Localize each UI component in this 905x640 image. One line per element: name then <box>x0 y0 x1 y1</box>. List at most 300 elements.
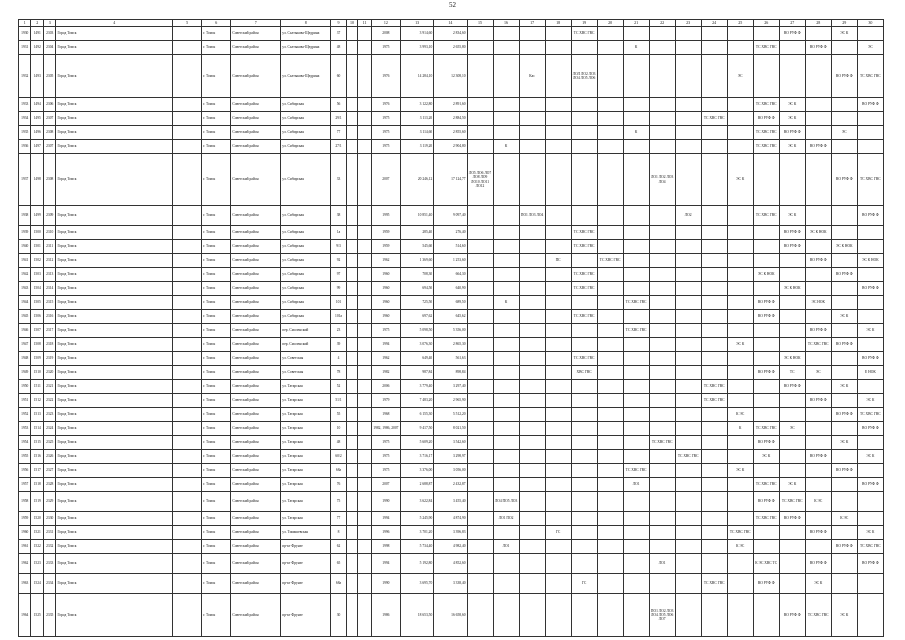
cell-street: ул. Сибирская <box>281 112 331 126</box>
cell-dist: Советский район <box>231 310 281 324</box>
empty-cell <box>173 338 202 352</box>
cell-house: 68а <box>331 464 347 478</box>
code-cell: ВО РУФ Ф <box>753 296 779 310</box>
empty-cell <box>597 540 623 554</box>
cell-city: г. Томск <box>202 55 231 98</box>
code-cell: ВО РУФ Ф <box>805 41 831 55</box>
empty-cell <box>649 394 675 408</box>
column-number: 8 <box>281 20 331 27</box>
cell-house: 55 <box>331 408 347 422</box>
cell-n: 1947 <box>19 338 31 352</box>
cell-dist: Советский район <box>231 41 281 55</box>
empty-cell <box>545 140 571 154</box>
column-number: 15 <box>467 20 493 27</box>
empty-cell <box>346 594 357 637</box>
code-cell: ТС ХВС ГВС <box>571 352 597 366</box>
cell-street: ул. Советская <box>281 366 331 380</box>
cell-house: 78 <box>331 366 347 380</box>
cell-area: 5 609,20 <box>400 436 433 450</box>
empty-cell <box>857 226 883 240</box>
cell-year: 1979 <box>371 394 400 408</box>
empty-cell <box>493 408 519 422</box>
cell-area: 5 098,50 <box>400 324 433 338</box>
cell-name: Город Томск <box>56 380 173 394</box>
cell-n: 1931 <box>19 41 31 55</box>
cell-dist: Советский район <box>231 380 281 394</box>
empty-cell <box>467 450 493 464</box>
empty-cell <box>649 112 675 126</box>
empty-cell <box>346 226 357 240</box>
empty-cell <box>649 478 675 492</box>
code-cell: ЭС К <box>831 436 857 450</box>
column-number: 12 <box>371 20 400 27</box>
code-cell: ВО РУФ Ф <box>805 554 831 574</box>
table-row <box>19 324 884 338</box>
empty-cell <box>346 450 357 464</box>
empty-cell <box>779 408 805 422</box>
cell-street: ул. Сибирская <box>281 226 331 240</box>
empty-cell <box>519 226 545 240</box>
empty-cell <box>545 226 571 240</box>
empty-cell <box>346 366 357 380</box>
table-row <box>19 512 884 526</box>
cell-liv: 16 658,60 <box>434 594 467 637</box>
code-cell: ТС ХВС ГВС <box>753 98 779 112</box>
cell-name: Город Томск <box>56 338 173 352</box>
empty-cell <box>173 126 202 140</box>
cell-i: 1520 <box>31 512 43 526</box>
empty-cell <box>358 478 372 492</box>
column-number: 30 <box>857 20 883 27</box>
code-cell: ВО РУФ Ф <box>805 450 831 464</box>
column-number-row <box>19 20 884 27</box>
empty-cell <box>346 324 357 338</box>
empty-cell <box>649 366 675 380</box>
empty-cell <box>519 394 545 408</box>
code-cell: ВО РУФ Ф <box>857 478 883 492</box>
empty-cell <box>358 282 372 296</box>
empty-cell <box>346 282 357 296</box>
cell-liv: 3 542,60 <box>434 436 467 450</box>
cell-n: 1945 <box>19 310 31 324</box>
cell-year: 1994 <box>371 338 400 352</box>
code-cell: ТС ХВС ГВС <box>701 112 727 126</box>
table-row <box>19 436 884 450</box>
empty-cell <box>649 206 675 226</box>
empty-cell <box>623 526 649 540</box>
empty-cell <box>358 112 372 126</box>
empty-cell <box>571 422 597 436</box>
cell-area: 3 914,60 <box>400 27 433 41</box>
cell-liv: 2 855,60 <box>434 126 467 140</box>
table-row <box>19 268 884 282</box>
empty-cell <box>467 512 493 526</box>
empty-cell <box>727 366 753 380</box>
empty-cell <box>545 338 571 352</box>
cell-i: 1506 <box>31 310 43 324</box>
empty-cell <box>173 240 202 254</box>
cell-liv: 2 432,87 <box>434 478 467 492</box>
cell-name: Город Томск <box>56 366 173 380</box>
empty-cell <box>857 594 883 637</box>
empty-cell <box>571 112 597 126</box>
code-cell: ВО РУФ Ф <box>805 254 831 268</box>
cell-id: 2328 <box>43 478 55 492</box>
table-row <box>19 540 884 554</box>
column-number: 11 <box>358 20 372 27</box>
cell-area: 10 851,40 <box>400 206 433 226</box>
empty-cell <box>597 450 623 464</box>
column-number: 4 <box>56 20 173 27</box>
cell-name: Город Томск <box>56 478 173 492</box>
cell-dist: Советский район <box>231 436 281 450</box>
empty-cell <box>675 154 701 206</box>
empty-cell <box>701 154 727 206</box>
empty-cell <box>701 282 727 296</box>
empty-cell <box>597 240 623 254</box>
empty-cell <box>675 408 701 422</box>
table-row <box>19 98 884 112</box>
cell-city: г. Томск <box>202 464 231 478</box>
cell-street: пр-кт Фрунзе <box>281 554 331 574</box>
empty-cell <box>623 338 649 352</box>
cell-city: г. Томск <box>202 226 231 240</box>
empty-cell <box>346 492 357 512</box>
empty-cell <box>701 450 727 464</box>
empty-cell <box>519 450 545 464</box>
empty-cell <box>649 240 675 254</box>
code-cell: ЭС <box>805 366 831 380</box>
empty-cell <box>545 206 571 226</box>
empty-cell <box>358 226 372 240</box>
empty-cell <box>346 408 357 422</box>
cell-street: ул. Тимашевская <box>281 526 331 540</box>
empty-cell <box>545 512 571 526</box>
empty-cell <box>571 464 597 478</box>
cell-dist: Советский район <box>231 422 281 436</box>
column-number: 6 <box>202 20 231 27</box>
empty-cell <box>519 41 545 55</box>
empty-cell <box>779 41 805 55</box>
empty-cell <box>358 436 372 450</box>
cell-area: 5 192,80 <box>400 554 433 574</box>
cell-house: 4 <box>331 352 347 366</box>
cell-city: г. Томск <box>202 352 231 366</box>
cell-liv: 3 297,40 <box>434 380 467 394</box>
column-number: 16 <box>493 20 519 27</box>
cell-n: 1954 <box>19 436 31 450</box>
empty-cell <box>467 478 493 492</box>
code-cell: ТС ХВС ГВС <box>623 296 649 310</box>
empty-cell <box>571 450 597 464</box>
cell-liv: 2 965,90 <box>434 394 467 408</box>
empty-cell <box>805 478 831 492</box>
cell-street: пер. Смоленский <box>281 338 331 352</box>
empty-cell <box>597 324 623 338</box>
empty-cell <box>753 394 779 408</box>
empty-cell <box>831 574 857 594</box>
empty-cell <box>779 540 805 554</box>
empty-cell <box>519 478 545 492</box>
cell-dist: Советский район <box>231 154 281 206</box>
empty-cell <box>701 540 727 554</box>
empty-cell <box>571 324 597 338</box>
table-row <box>19 394 884 408</box>
empty-cell <box>545 112 571 126</box>
table-row <box>19 478 884 492</box>
empty-cell <box>519 594 545 637</box>
cell-name: Город Томск <box>56 282 173 296</box>
empty-cell <box>571 436 597 450</box>
empty-cell <box>358 352 372 366</box>
cell-house: 60/2 <box>331 450 347 464</box>
empty-cell <box>753 380 779 394</box>
empty-cell <box>358 55 372 98</box>
empty-cell <box>727 27 753 41</box>
empty-cell <box>358 126 372 140</box>
empty-cell <box>545 41 571 55</box>
cell-i: 1513 <box>31 408 43 422</box>
cell-year: 1960 <box>371 268 400 282</box>
code-cell: ЭС К <box>727 338 753 352</box>
cell-name: Город Томск <box>56 450 173 464</box>
empty-cell <box>831 324 857 338</box>
empty-cell <box>805 408 831 422</box>
empty-cell <box>493 206 519 226</box>
empty-cell <box>358 594 372 637</box>
empty-cell <box>493 338 519 352</box>
cell-area: 9 417,50 <box>400 422 433 436</box>
cell-street: ул. Салтыкова-Щедрина <box>281 27 331 41</box>
empty-cell <box>805 352 831 366</box>
empty-cell <box>623 574 649 594</box>
empty-cell <box>623 55 649 98</box>
cell-id: 2305 <box>43 55 55 98</box>
cell-street: ул. Сибирская <box>281 310 331 324</box>
cell-id: 2325 <box>43 436 55 450</box>
empty-cell <box>519 254 545 268</box>
code-cell: ТС ХВС ГВС <box>701 574 727 594</box>
empty-cell <box>358 338 372 352</box>
cell-i: 1510 <box>31 366 43 380</box>
cell-house: 101а <box>331 310 347 324</box>
empty-cell <box>727 450 753 464</box>
cell-house: 9/3 <box>331 240 347 254</box>
empty-cell <box>173 310 202 324</box>
empty-cell <box>358 526 372 540</box>
empty-cell <box>857 240 883 254</box>
cell-dist: Советский район <box>231 526 281 540</box>
empty-cell <box>467 338 493 352</box>
cell-name: Город Томск <box>56 112 173 126</box>
empty-cell <box>467 282 493 296</box>
empty-cell <box>649 450 675 464</box>
empty-cell <box>727 282 753 296</box>
cell-city: г. Томск <box>202 422 231 436</box>
cell-area: 3 122,80 <box>400 98 433 112</box>
empty-cell <box>597 55 623 98</box>
empty-cell <box>545 492 571 512</box>
table-row <box>19 310 884 324</box>
cell-street: ул. Татарская <box>281 450 331 464</box>
code-cell: ВО РУФ Ф <box>753 492 779 512</box>
code-cell: ТС ХВС ГВС <box>571 226 597 240</box>
column-number: 22 <box>649 20 675 27</box>
cell-street: ул. Татарская <box>281 464 331 478</box>
cell-area: 285,40 <box>400 226 433 240</box>
code-cell: ТС ХВС ГВС <box>623 464 649 478</box>
table-row <box>19 206 884 226</box>
empty-cell <box>173 41 202 55</box>
empty-cell <box>571 254 597 268</box>
code-cell: ЭС К <box>753 450 779 464</box>
empty-cell <box>597 310 623 324</box>
cell-liv: 8 021,50 <box>434 422 467 436</box>
column-number: 29 <box>831 20 857 27</box>
cell-i: 1494 <box>31 98 43 112</box>
empty-cell <box>173 27 202 41</box>
empty-cell <box>467 366 493 380</box>
empty-cell <box>467 492 493 512</box>
cell-name: Город Томск <box>56 464 173 478</box>
code-cell: ВО РУФ Ф <box>805 394 831 408</box>
cell-id: 2314 <box>43 282 55 296</box>
empty-cell <box>545 268 571 282</box>
empty-cell <box>545 464 571 478</box>
empty-cell <box>857 296 883 310</box>
cell-i: 1498 <box>31 154 43 206</box>
code-cell: ЛО1 <box>623 478 649 492</box>
empty-cell <box>779 450 805 464</box>
empty-cell <box>649 324 675 338</box>
cell-street: ул. Татарская <box>281 380 331 394</box>
empty-cell <box>493 352 519 366</box>
code-cell: ТС ХВС ГВС <box>675 450 701 464</box>
code-cell: ТС ХВС ГВС <box>805 338 831 352</box>
empty-cell <box>571 526 597 540</box>
empty-cell <box>675 422 701 436</box>
empty-cell <box>519 324 545 338</box>
empty-cell <box>346 338 357 352</box>
column-number: 3 <box>43 20 55 27</box>
table-row <box>19 55 884 98</box>
code-cell: К ЭС <box>831 512 857 526</box>
cell-id: 2304 <box>43 41 55 55</box>
table-row <box>19 352 884 366</box>
cell-area: 14 284,10 <box>400 55 433 98</box>
cell-dist: Советский район <box>231 338 281 352</box>
empty-cell <box>649 310 675 324</box>
code-cell: ТС ХВС ГВС <box>571 240 597 254</box>
empty-cell <box>701 324 727 338</box>
empty-cell <box>173 140 202 154</box>
cell-year: 1975 <box>371 140 400 154</box>
empty-cell <box>701 27 727 41</box>
empty-cell <box>358 27 372 41</box>
cell-street: ул. Татарская <box>281 408 331 422</box>
table-row <box>19 296 884 310</box>
empty-cell <box>493 554 519 574</box>
empty-cell <box>701 338 727 352</box>
code-cell: ТС ХВС ГВС <box>753 41 779 55</box>
cell-n: 1956 <box>19 464 31 478</box>
column-number: 27 <box>779 20 805 27</box>
empty-cell <box>346 478 357 492</box>
empty-cell <box>675 282 701 296</box>
cell-area: 3 993,10 <box>400 41 433 55</box>
code-cell: К ЭС <box>727 408 753 422</box>
empty-cell <box>675 352 701 366</box>
code-cell: ВО РУФ Ф <box>831 154 857 206</box>
empty-cell <box>571 554 597 574</box>
cell-id: 2330 <box>43 512 55 526</box>
cell-city: г. Томск <box>202 310 231 324</box>
cell-area: 6 155,30 <box>400 408 433 422</box>
cell-dist: Советский район <box>231 55 281 98</box>
empty-cell <box>467 554 493 574</box>
cell-liv: 2 834,60 <box>434 27 467 41</box>
cell-house: 97 <box>331 268 347 282</box>
code-cell: ЭС К НОК <box>779 352 805 366</box>
cell-area: 1 369,60 <box>400 254 433 268</box>
code-cell: ТС ХВС ГВС <box>753 478 779 492</box>
cell-i: 1517 <box>31 464 43 478</box>
cell-i: 1516 <box>31 450 43 464</box>
cell-house: 99 <box>331 282 347 296</box>
empty-cell <box>173 436 202 450</box>
empty-cell <box>675 512 701 526</box>
cell-city: г. Томск <box>202 574 231 594</box>
cell-liv: 2 884,50 <box>434 112 467 126</box>
empty-cell <box>346 422 357 436</box>
table-row <box>19 492 884 512</box>
cell-id: 2331 <box>43 526 55 540</box>
empty-cell <box>701 98 727 112</box>
empty-cell <box>493 240 519 254</box>
empty-cell <box>675 324 701 338</box>
cell-year: 1975 <box>371 436 400 450</box>
cell-liv: 5 356,00 <box>434 324 467 338</box>
empty-cell <box>493 310 519 324</box>
empty-cell <box>346 140 357 154</box>
empty-cell <box>701 436 727 450</box>
cell-n: 1952 <box>19 408 31 422</box>
code-cell: ВО РУФ Ф <box>805 324 831 338</box>
cell-city: г. Томск <box>202 450 231 464</box>
empty-cell <box>831 206 857 226</box>
cell-liv: 5 512,20 <box>434 408 467 422</box>
cell-area: 3 779,40 <box>400 380 433 394</box>
empty-cell <box>467 394 493 408</box>
empty-cell <box>597 226 623 240</box>
code-cell: ЭС К <box>779 206 805 226</box>
cell-liv: 1 253,60 <box>434 254 467 268</box>
cell-name: Город Томск <box>56 240 173 254</box>
cell-dist: Советский район <box>231 112 281 126</box>
cell-city: г. Томск <box>202 154 231 206</box>
empty-cell <box>571 206 597 226</box>
code-cell: ВО РУФ Ф <box>831 338 857 352</box>
cell-name: Город Томск <box>56 41 173 55</box>
cell-year: 1975 <box>371 464 400 478</box>
empty-cell <box>519 282 545 296</box>
empty-cell <box>467 98 493 112</box>
cell-year: 1998 <box>371 540 400 554</box>
cell-area: 649,40 <box>400 352 433 366</box>
cell-liv: 17 124,77 <box>434 154 467 206</box>
cell-dist: Советский район <box>231 140 281 154</box>
cell-dist: Советский район <box>231 226 281 240</box>
